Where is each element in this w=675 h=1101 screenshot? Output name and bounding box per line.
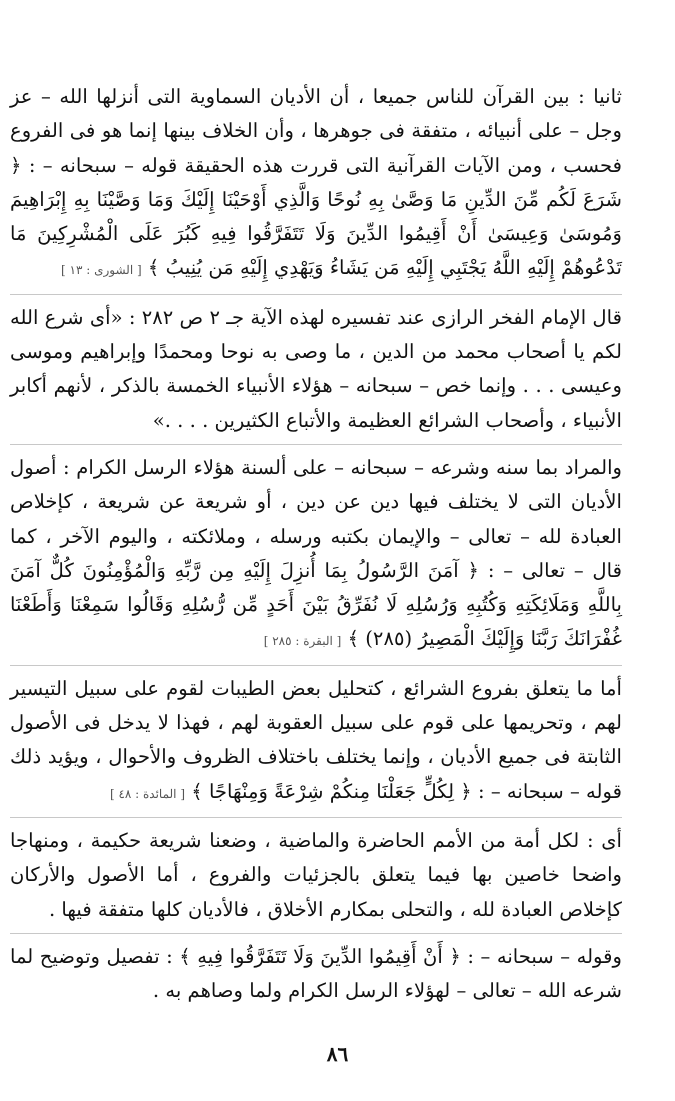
page-number: ٨٦ xyxy=(326,1042,349,1066)
paragraph-6-text: وقوله – سبحانه – : ﴿ أَنْ أَقِيمُوا الدِّينَ وَلَا تَتَفَرَّقُوا فِيهِ ﴾ : تفصيل وتوضيح لما شرعه الله – تعالى – لهؤلاء الرسل الكرام ولما وصاهم به . xyxy=(10,944,622,1003)
surah-reference-baqara: [ البقرة : ٢٨٥ ] xyxy=(263,634,342,649)
paragraph-5 xyxy=(10,817,622,933)
paragraph-5-text: أى : لكل أمة من الأمم الحاضرة والماضية ، وضعنا شريعة حكيمة ، ومنهاجا واضحا خاصين بها فيما يتعلق بالجزئيات والفروع ، أما الأصول والأركان كإخلاص العبادة لله ، والتحلى بمكارم الأخلاق ، فالأديان كلها متفقة فيها . xyxy=(10,828,622,921)
paragraph-3-text: والمراد بما سنه وشرعه – سبحانه – على ألسنة هؤلاء الرسل الكرام : أصول الأديان التى لا يختلف فيها دين عن دين ، أو شريعة عن شريعة ، كإخلاص العبادة لله – تعالى – والإيمان بكتبه ورسله ، وملائكته ، واليوم الآخر ، كما قال – تعالى – : ﴿ آمَنَ الرَّسُولُ بِمَا أُنزِلَ إِلَيْهِ مِن رَّبِّهِ وَالْمُؤْمِنُونَ كُلٌّ آمَنَ بِاللَّهِ وَمَلَائِكَتِهِ وَكُتُبِهِ وَرُسُلِهِ لَا نُفَرِّقُ بَيْنَ أَحَدٍ مِّن رُّسُلِهِ وَقَالُوا سَمِعْنَا وَأَطَعْنَا غُفْرَانَكَ رَبَّنَا وَإِلَيْكَ الْمَصِيرُ (٢٨٥) ﴾ xyxy=(10,455,622,651)
surah-reference-shura: [ الشورى : ١٣ ] xyxy=(61,263,142,278)
page-body xyxy=(10,80,622,1014)
paragraph-6 xyxy=(10,933,622,1015)
paragraph-2-text: قال الإمام الفخر الرازى عند تفسيره لهذه الآية جـ ٢ ص ٢٨٢ : «أى شرع الله لكم يا أصحاب محمد من الدين ، ما وصى به نوحا ومحمدًا وإبراهيم وموسى وعيسى . . . وإنما خص – سبحانه – هؤلاء الأنبياء الخمسة بالذكر ، لأنهم أكابر الأنبياء ، وأصحاب الشرائع العظيمة والأتباع الكثيرين . . . .» xyxy=(10,305,623,432)
paragraph-1-text: ثانيا : بين القرآن للناس جميعا ، أن الأديان السماوية التى أنزلها الله – عز وجل – على أنبيائه ، متفقة فى جوهرها ، وأن الخلاف بينها إنما هو فى الفروع فحسب ، ومن الآيات القرآنية التى قررت هذه الحقيقة قوله – سبحانه – : ﴿ شَرَعَ لَكُم مِّنَ الدِّينِ مَا وَصَّىٰ بِهِ نُوحًا وَالَّذِي أَوْحَيْنَا إِلَيْكَ وَمَا وَصَّيْنَا بِهِ إِبْرَاهِيمَ وَمُوسَىٰ وَعِيسَىٰ أَنْ أَقِيمُوا الدِّينَ وَلَا تَتَفَرَّقُوا فِيهِ كَبُرَ عَلَى الْمُشْرِكِينَ مَا تَدْعُوهُمْ إِلَيْهِ اللَّهُ يَجْتَبِي إِلَيْهِ مَن يَشَاءُ وَيَهْدِي إِلَيْهِ مَن يُنِيبُ ﴾ xyxy=(10,85,622,280)
paragraph-2 xyxy=(10,294,622,444)
surah-reference-maida: [ المائدة : ٤٨ ] xyxy=(109,786,186,801)
paragraph-1 xyxy=(10,80,622,294)
paragraph-3 xyxy=(10,444,622,665)
paragraph-4 xyxy=(10,665,622,817)
paragraph-4-text: أما ما يتعلق بفروع الشرائع ، كتحليل بعض الطيبات لقوم على سبيل التيسير لهم ، وتحريمها على قوم على سبيل العقوبة لهم ، فهذا لا يدخل فى الأصول الثابتة فى جميع الأديان ، وإنما يختلف باختلاف الظروف والأحوال ، ويؤيد ذلك قوله – سبحانه – : ﴿ لِكُلٍّ جَعَلْنَا مِنكُمْ شِرْعَةً وَمِنْهَاجًا ﴾ xyxy=(10,676,622,803)
